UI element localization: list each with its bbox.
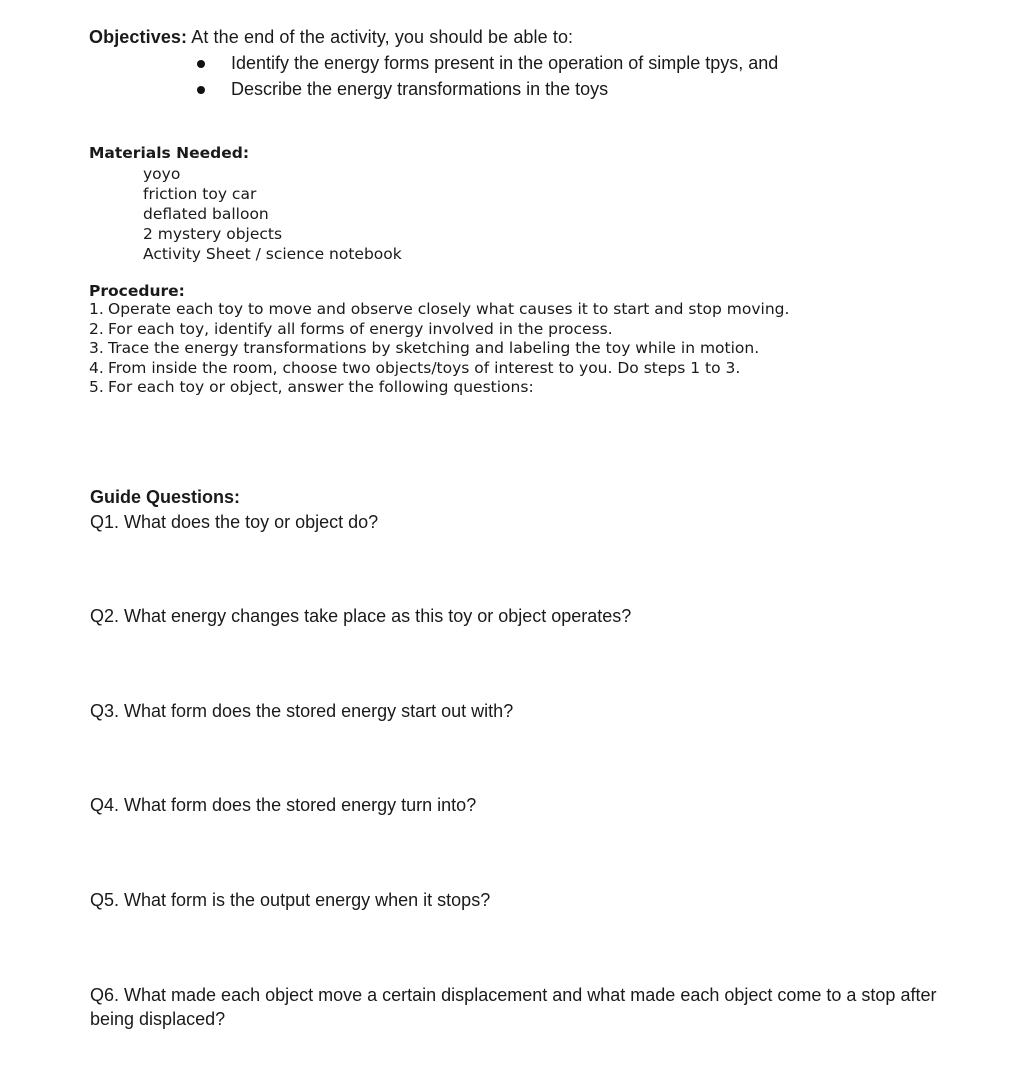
question-q2: Q2. What energy changes take place as this toy or object operates? <box>90 606 632 626</box>
step-number: 2. <box>89 319 104 338</box>
step-text: For each toy or object, answer the following questions: <box>108 378 534 396</box>
step-number: 3. <box>89 339 104 357</box>
procedure-step <box>89 300 809 320</box>
question-q1: Q1. What does the toy or object do? <box>90 512 379 532</box>
step-number: 5. <box>89 378 104 396</box>
objective-text: Describe the energy transformations in the toys <box>231 79 609 99</box>
material-item: friction toy car <box>143 185 257 203</box>
guide-questions-title: Guide Questions: <box>90 487 241 507</box>
objective-item <box>197 53 778 74</box>
material-item: 2 mystery objects <box>143 225 283 243</box>
procedure-step <box>89 339 809 359</box>
bullet-icon <box>197 60 205 68</box>
materials-list <box>143 164 402 264</box>
materials-title: Materials Needed: <box>89 144 250 162</box>
question-q3: Q3. What form does the stored energy start out with? <box>90 701 514 721</box>
objectives-intro: At the end of the activity, you should be able to: <box>187 27 574 47</box>
bullet-icon <box>197 86 205 94</box>
material-item: Activity Sheet / science notebook <box>143 245 402 263</box>
material-item: deflated balloon <box>143 205 269 223</box>
question-q6: Q6. What made each object move a certain displacement and what made each object come to a stop after being displaced? <box>90 985 937 1029</box>
step-text: Trace the energy transformations by sketching and labeling the toy while in motion. <box>108 339 760 357</box>
procedure-step <box>89 320 809 340</box>
step-text: Operate each toy to move and observe closely what causes it to start and stop moving. <box>108 300 790 318</box>
question-q5: Q5. What form is the output energy when it stops? <box>90 890 491 910</box>
procedure-step <box>89 359 809 379</box>
objectives-line <box>89 27 573 48</box>
step-number: 4. <box>89 358 104 377</box>
procedure-title: Procedure: <box>89 282 185 300</box>
objective-item <box>197 79 608 100</box>
question-q4: Q4. What form does the stored energy turn into? <box>90 795 477 815</box>
procedure-list <box>89 300 809 398</box>
step-text: From inside the room, choose two objects/toys of interest to you. Do steps 1 to 3. <box>108 358 741 377</box>
objectives-label: Objectives: <box>89 27 188 47</box>
objective-text: Identify the energy forms present in the operation of simple tpys, and <box>231 53 779 73</box>
procedure-step <box>89 378 809 398</box>
step-number: 1. <box>89 300 104 318</box>
material-item: yoyo <box>143 165 181 183</box>
step-text: For each toy, identify all forms of energy involved in the process. <box>108 319 613 338</box>
